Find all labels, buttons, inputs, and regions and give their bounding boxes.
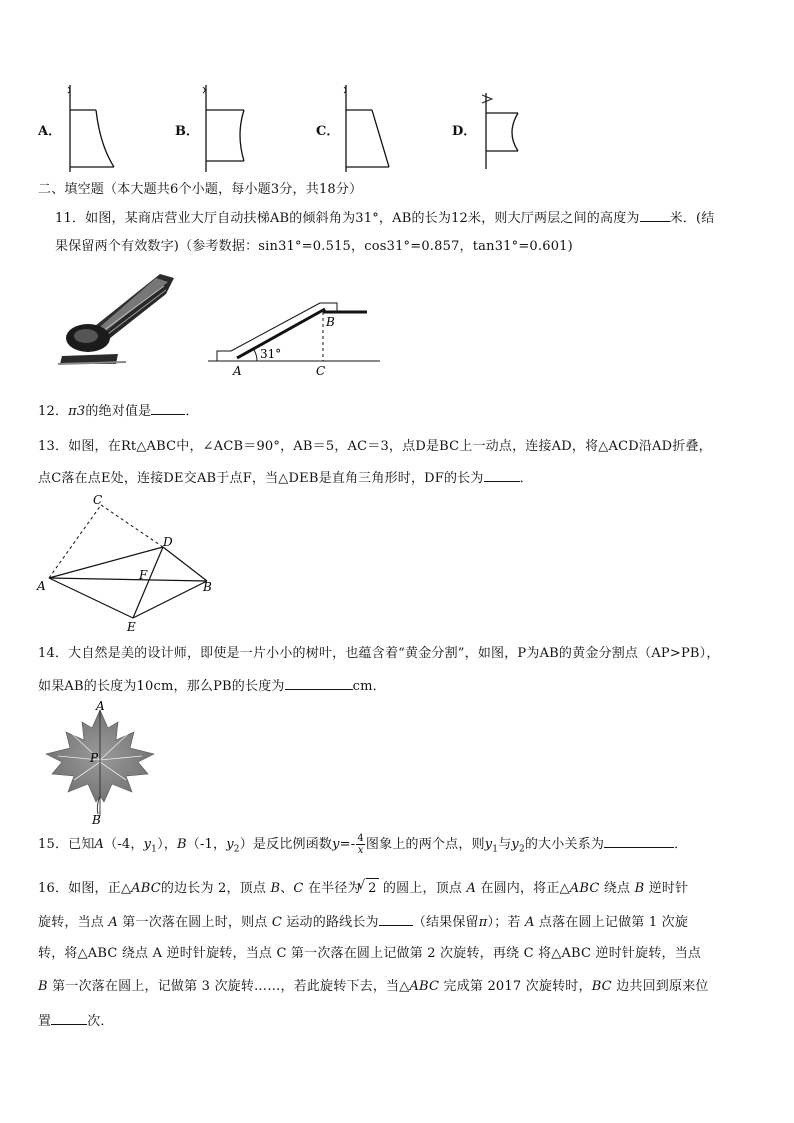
q16-l2-a: A [108, 915, 118, 930]
q14-line2 [38, 675, 386, 697]
q16-line3: 转，将△ABC 绕点 A 逆时针旋转，当点 C 第一次落在圆上记做第 2 次旋转，再绕 C 将△ABC 逆时针旋转，当点 [38, 946, 702, 961]
q16-l2-a2: A [524, 915, 535, 930]
q15-numerator: 4 [357, 833, 364, 844]
q14-text-a: 如果AB的长度为10cm，那么PB的长度为 [38, 679, 285, 694]
q15-y1-sub: 1 [151, 844, 158, 855]
q15-answer-blank[interactable] [604, 833, 674, 848]
q14-point-p: P [90, 751, 99, 765]
q15-end: ． [674, 837, 688, 852]
q16-abc: ABC [131, 881, 161, 896]
q16-l2-t2: 第一次落在圆上时，则点 [122, 915, 268, 930]
q13-answer-blank[interactable] [484, 467, 520, 482]
q16-abc2: ABC [569, 881, 600, 896]
q16-l4-bc: BC [591, 979, 612, 994]
q15-fraction [356, 833, 365, 856]
q13-text-b: ． [519, 471, 533, 486]
q16-t6: 在圆内，将正△ [480, 881, 570, 896]
q11-answer-blank[interactable] [640, 207, 670, 222]
q15-line [38, 830, 687, 860]
q16-l4-t3: 边共回到原来位 [616, 979, 709, 994]
q13-line1: 13．如图，在Rt△ABC中，∠ACB＝90°，AB＝5，AC＝3，点D是BC上一动点，连接AD，将△ACD沿AD折叠， [38, 439, 712, 454]
q13-point-c: C [93, 493, 103, 507]
q16-b: B [270, 881, 281, 896]
q13-text-a: 点C落在点E处，连接DE交AB于点F，当△DEB是直角三角形时，DF的长为 [38, 471, 484, 486]
q11-text-b: 米．(结 [669, 211, 715, 226]
q15-y2-sub: 2 [233, 844, 240, 855]
q12-answer-blank[interactable] [151, 400, 185, 415]
q11-point-c: C [316, 364, 326, 378]
q15-text-7: 与 [498, 837, 512, 852]
q15-cmp-y2: y [511, 837, 519, 852]
q16-sqrt: √ 2 [366, 878, 378, 899]
q16-c: C [293, 881, 304, 896]
q16-l4-t1: 第一次落在圆上，记做第 3 次旋转……，若此旋转下去，当△ [52, 979, 410, 994]
q13-point-a: A [37, 579, 46, 593]
q15-cmp-y1-sub: 1 [492, 844, 499, 855]
option-b-label: B． [175, 124, 199, 139]
q16-answer-blank-2[interactable] [51, 1010, 87, 1025]
q16-l2-t1: 旋转，当点 [38, 915, 105, 930]
q11-escalator-diagram [205, 295, 385, 380]
q14-line1: 14．大自然是美的设计师，即使是一片小小的树叶，也蕴含着“黄金分割”，如图，P为AB的黄金分割点（AP>PB）， [38, 646, 720, 661]
q16-l5-t2: 次． [87, 1014, 114, 1029]
q11-line2: 果保留两个有效数字)（参考数据：sin31°=0.515，cos31°=0.857，tan31°=0.601) [55, 239, 573, 254]
q16-l4-b: B [38, 979, 48, 994]
q16-t7: 绕点 [603, 881, 631, 896]
q16-line5 [38, 1010, 114, 1032]
q16-t2: 的边长为 2，顶点 [160, 881, 267, 896]
q13-point-e: E [127, 620, 136, 634]
q15-cmp-y2-sub: 2 [518, 844, 525, 855]
section-heading: 二、填空题（本大题共6个小题，每小题3分，共18分） [38, 182, 363, 197]
q12-text: 的绝对值是 [85, 404, 152, 419]
q13-point-b: B [203, 580, 212, 594]
q15-point-a: A [94, 837, 105, 852]
q11-point-a: A [233, 364, 242, 378]
q16-t4: 在半径为 [307, 881, 361, 896]
q15-text-3: ）， [157, 837, 177, 852]
q12-end: ． [185, 404, 199, 419]
q16-t1: 16．如图，正△ [38, 881, 132, 896]
option-d-label: D． [452, 124, 477, 139]
q16-l4-t2: 完成第 2017 次旋转时， [443, 979, 592, 994]
q15-cmp-y1: y [484, 837, 493, 852]
q11-point-b: B [326, 315, 335, 329]
q13-line2 [38, 467, 533, 489]
q15-text-2: （-4， [104, 837, 144, 852]
q12-line [38, 400, 199, 422]
q14-point-b: B [92, 813, 101, 827]
q16-t5: 的圆上，顶点 [382, 881, 463, 896]
q15-func-eq: =- [339, 837, 356, 852]
q16-t8: 逆时针 [648, 881, 689, 896]
q16-l2-pi: π [478, 915, 488, 930]
q12-expression: π3 [68, 404, 86, 419]
q16-line1 [38, 878, 688, 899]
q16-answer-blank-1[interactable] [379, 911, 413, 926]
option-c-label: C． [316, 124, 340, 139]
q13-point-f: F [139, 568, 148, 582]
q15-text-4: （-1， [186, 837, 227, 852]
q16-l2-c: C [271, 915, 282, 930]
q13-triangle-figure [35, 493, 220, 633]
option-a-label: A． [38, 124, 62, 139]
q15-text-8: 的大小关系为 [524, 837, 605, 852]
q16-l2-t5: ）；若 [487, 915, 521, 930]
q16-l4-abc: ABC [409, 979, 440, 994]
q15-y1: y [143, 837, 152, 852]
q15-y2: y [226, 837, 234, 852]
q15-point-b: B [177, 837, 187, 852]
q16-line2 [38, 911, 688, 933]
q16-a: A [466, 881, 477, 896]
q16-line4 [38, 977, 709, 997]
option-c-figure [336, 85, 396, 175]
q15-text-6: 图象上的两个点，则 [365, 837, 485, 852]
q16-l2-t3: 运动的路线长为 [286, 915, 379, 930]
q12-number: 12． [38, 404, 69, 419]
q15-func-y: y [332, 837, 340, 852]
escalator-photo [56, 272, 176, 368]
q13-point-d: D [163, 535, 173, 549]
q14-answer-blank[interactable] [285, 675, 353, 690]
q16-pb: B [634, 881, 645, 896]
q15-denominator: x [357, 845, 364, 856]
q16-l2-t4: （结果保留 [412, 915, 479, 930]
q11-text-a: 11．如图，某商店营业大厅自动扶梯AB的倾斜角为31°，AB的长为12米，则大厅两层之间的高度为 [55, 211, 640, 226]
q14-text-b: cm． [352, 679, 386, 694]
q11-angle-label: 31° [260, 347, 282, 361]
q16-l2-t6: 点落在圆上记做第 1 次旋 [538, 915, 689, 930]
option-d-figure [476, 85, 536, 175]
q16-l5-t1: 置 [38, 1014, 52, 1029]
q14-leaf-figure [38, 700, 163, 825]
option-b-figure [196, 85, 256, 175]
q16-t3: 、 [280, 881, 294, 896]
q15-text-1: 15．已知 [38, 837, 95, 852]
q14-point-a: A [96, 699, 105, 713]
q15-text-5: ）是反比例函数 [239, 837, 333, 852]
q11-line1 [55, 207, 714, 229]
option-a-figure [60, 85, 120, 175]
